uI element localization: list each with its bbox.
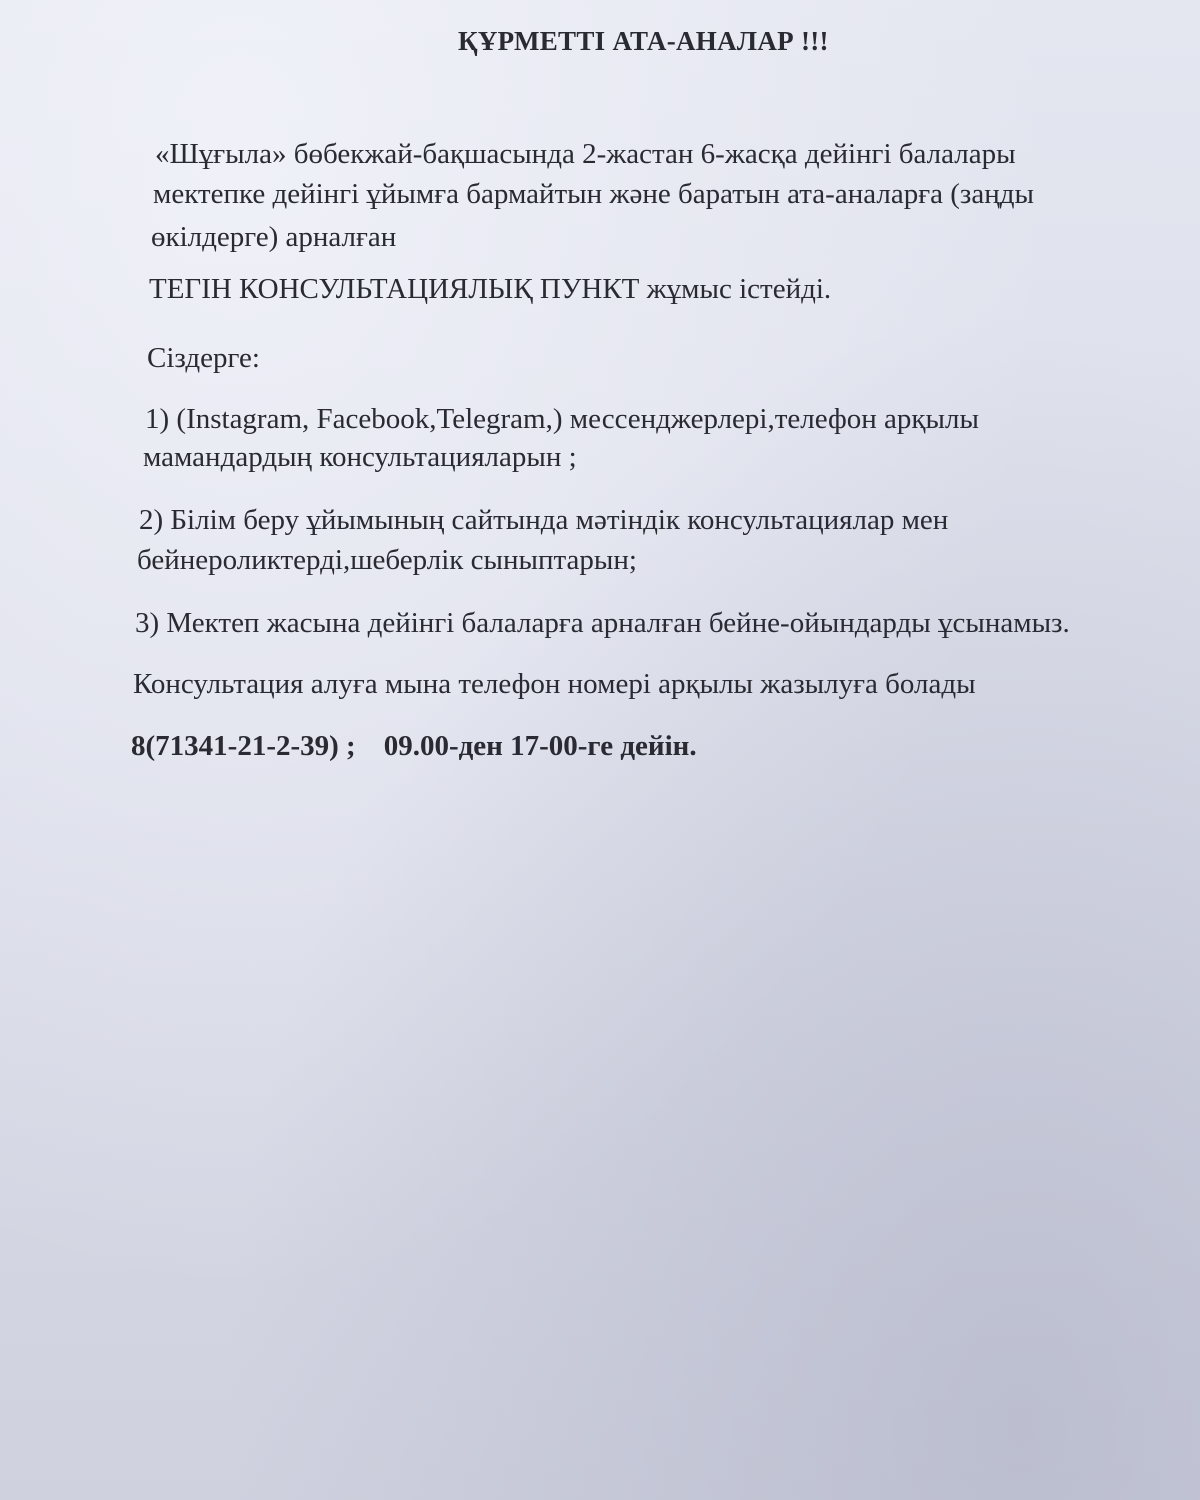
list-item-2-line-2: бейнероликтерді,шеберлік сыныптарын; <box>137 544 637 576</box>
to-you-label: Сіздерге: <box>147 342 260 374</box>
list-item-3: 3) Мектеп жасына дейінгі балаларға арналған бейне-ойындарды ұсынамыз. <box>135 607 1070 639</box>
contact-text: Консультация алуға мына телефон номері арқылы жазылуға болады <box>133 668 976 700</box>
intro-line-1: «Шұғыла» бөбекжай-бақшасында 2-жастан 6-жасқа дейінгі балалары <box>155 138 1016 170</box>
contact-line <box>131 729 697 763</box>
page-title: ҚҰРМЕТТІ АТА-АНАЛАР !!! <box>458 26 829 56</box>
working-hours: 09.00-ден 17-00-ге дейін. <box>383 730 697 762</box>
list-item-2-line-1: 2) Білім беру ұйымының сайтында мәтіндік консультациялар мен <box>139 504 949 536</box>
intro-line-3: өкілдерге) арналған <box>151 221 397 253</box>
announcement: ТЕГІН КОНСУЛЬТАЦИЯЛЫҚ ПУНКТ жұмыс істейді. <box>149 273 832 305</box>
intro-line-2: мектепке дейінгі ұйымға бармайтын және баратын ата-аналарға (заңды <box>153 178 1034 210</box>
list-item-1-line-1: 1) (Instagram, Facebook,Telegram,) мессенджерлері,телефон арқылы <box>145 403 979 435</box>
list-item-1-line-2: мамандардың консультацияларын ; <box>143 441 577 473</box>
phone-number: 8(71341-21-2-39) ; <box>131 730 356 762</box>
